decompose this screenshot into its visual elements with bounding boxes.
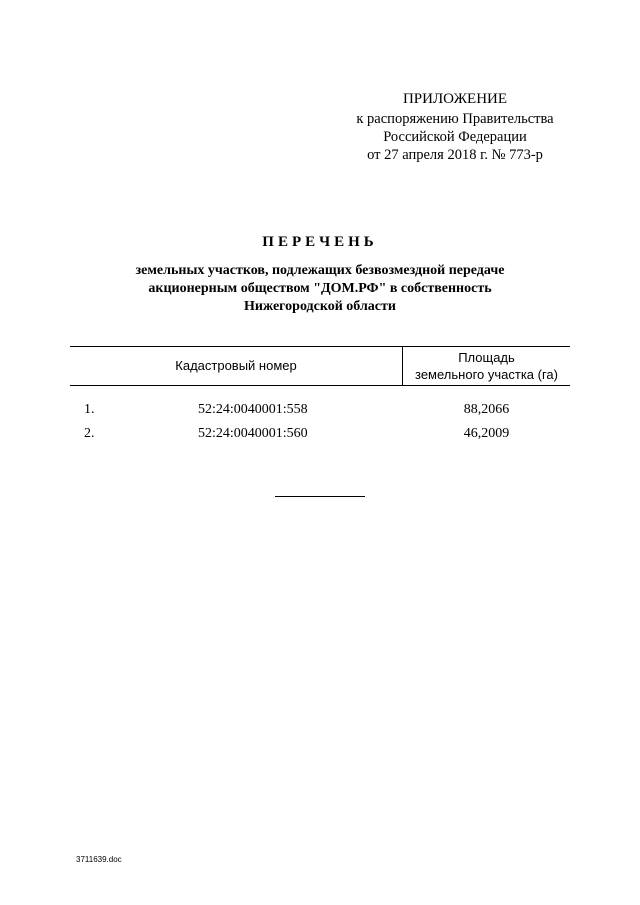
table-header <box>70 346 570 386</box>
appendix-line-3: от 27 апреля 2018 г. № 773-р <box>367 147 543 163</box>
table-body <box>70 402 570 450</box>
row-cadastral-number: 52:24:0040001:558 <box>198 402 308 417</box>
document-subtitle <box>80 262 560 316</box>
row-area: 88,2066 <box>463 402 510 417</box>
appendix-line-2: Российской Федерации <box>383 129 527 145</box>
subtitle-line-1: земельных участков, подлежащих безвозмездной передаче <box>135 263 505 278</box>
header-area-line-2: земельного участка (га) <box>415 367 558 382</box>
subtitle-line-2: акционерным обществом "ДОМ.РФ" в собственность <box>148 281 492 296</box>
row-number: 1. <box>84 402 95 417</box>
table-row <box>70 402 570 426</box>
row-cadastral-number: 52:24:0040001:560 <box>198 426 308 441</box>
end-divider-line <box>275 496 365 497</box>
appendix-block <box>340 90 570 164</box>
row-number: 2. <box>84 426 95 441</box>
row-area: 46,2009 <box>463 426 510 441</box>
header-cadastral: Кадастровый номер <box>175 358 297 373</box>
subtitle-line-3: Нижегородской области <box>244 299 396 314</box>
header-area <box>403 349 570 383</box>
table-row <box>70 426 570 450</box>
appendix-line-1: к распоряжению Правительства <box>356 111 554 127</box>
appendix-title: ПРИЛОЖЕНИЕ <box>402 91 508 107</box>
header-area-line-1: Площадь <box>458 350 515 365</box>
document-title: ПЕРЕЧЕНЬ <box>262 234 378 250</box>
parcels-table <box>70 346 570 441</box>
footer-file-code: 3711639.doc <box>76 855 122 864</box>
